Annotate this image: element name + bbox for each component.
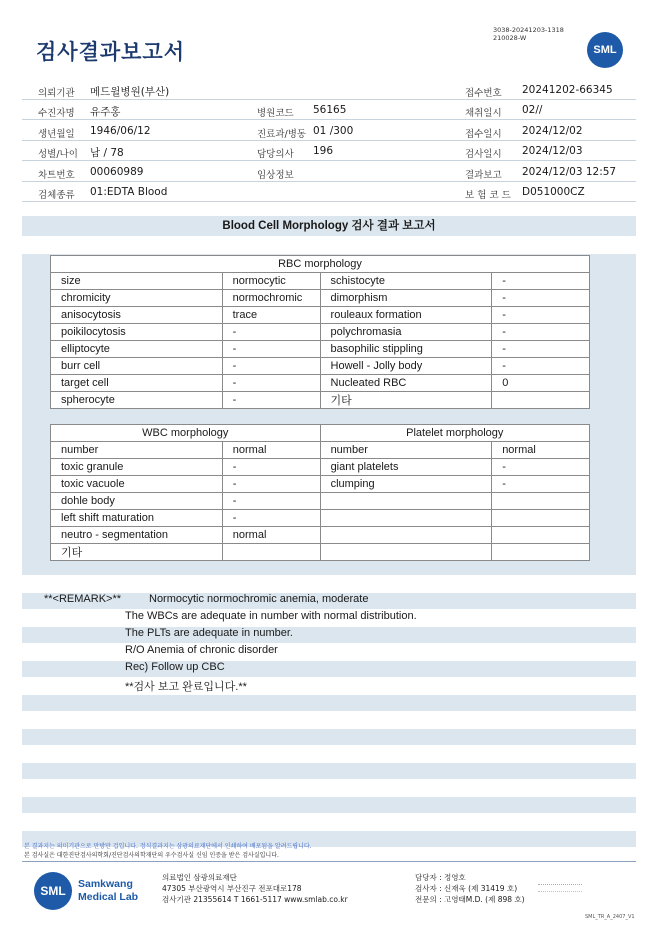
table-row [51,476,590,493]
table-cell: normal [222,442,320,459]
table-cell: rouleaux formation [320,307,492,324]
info-row [22,121,636,141]
remark-line: Normocytic normochromic anemia, moderate [149,593,369,605]
table-cell: dohle body [51,493,223,510]
table-row [51,324,590,341]
page-title: 검사결과보고서 [36,40,186,64]
info-label: 접수일시 [465,129,502,140]
info-value: 00060989 [90,166,144,178]
table-cell [492,527,590,544]
table-cell: burr cell [51,358,223,375]
table-cell [320,544,492,561]
table-row [51,392,590,409]
table-cell: schistocyte [320,273,492,290]
org-address: 47305 부산광역시 부산진구 전포대로178 [162,884,302,893]
info-value: 2024/12/03 [522,145,583,157]
sml-logo-icon: SML [587,32,623,68]
remark-line: The WBCs are adequate in number with normal distribution. [125,610,417,622]
table-cell: normal [492,442,590,459]
info-label: 성별/나이 [38,149,78,160]
table-cell: - [222,493,320,510]
table-cell: elliptocyte [51,341,223,358]
table-cell: anisocytosis [51,307,223,324]
table-cell: - [492,476,590,493]
table-row [51,442,590,459]
table-cell: neutro - segmentation [51,527,223,544]
footer-divider [22,861,636,862]
table-row [51,544,590,561]
info-value: 01 /300 [313,125,354,137]
info-label: 의뢰기관 [38,88,75,99]
remark-line: R/O Anemia of chronic disorder [125,644,278,656]
info-value: 02// [522,104,543,116]
info-row [22,100,636,120]
org-name: 의료법인 삼광의료재단 [162,873,237,882]
table-cell: - [222,459,320,476]
table-row [51,290,590,307]
table-cell: polychromasia [320,324,492,341]
info-row [22,80,636,100]
table-cell: poikilocytosis [51,324,223,341]
staff-specialist: 전문의 : 고영태M.D. (제 898 호) [415,895,525,904]
staff-examiner: 검사자 : 신재욱 (제 31419 호) [415,884,518,893]
sml-logo-icon: SML [34,872,72,910]
table-cell [492,493,590,510]
info-row [22,141,636,161]
table-cell [492,544,590,561]
table-cell: - [222,358,320,375]
info-label: 진료과/병동 [257,129,307,140]
table-cell: toxic vacuole [51,476,223,493]
info-label: 보 험 코 드 [465,190,511,201]
document-id-line2: 210028-W [493,34,527,42]
info-row [22,162,636,182]
table-cell [492,392,590,409]
stripe [22,661,636,677]
info-label: 검사일시 [465,149,502,160]
footer-note-2: 본 검사실은 대한진단검사의학회/진단검사의학재단의 우수검사실 신임 인증을 받은 검사실입니다. [24,852,279,859]
table-cell [492,510,590,527]
table-cell: - [222,324,320,341]
stripe [22,559,636,575]
info-label: 채취일시 [465,108,502,119]
table-cell: Nucleated RBC [320,375,492,392]
stripe [22,729,636,745]
table-cell: number [51,442,223,459]
info-label: 담당의사 [257,149,294,160]
table-row [51,510,590,527]
table-cell: chromicity [51,290,223,307]
samkwang-logo [34,873,138,909]
table-cell: Howell - Jolly body [320,358,492,375]
table-cell: normochromic [222,290,320,307]
rbc-header: RBC morphology [51,256,590,273]
remark-line: Rec) Follow up CBC [125,661,225,673]
table-row [51,358,590,375]
info-value: 남 / 78 [90,147,124,159]
table-cell: - [492,459,590,476]
staff-info [415,872,525,905]
info-value: 1946/06/12 [90,125,151,137]
table-row [51,375,590,392]
staff-manager: 담당자 : 정영호 [415,873,466,882]
table-cell: clumping [320,476,492,493]
table-cell: 기타 [320,392,492,409]
table-cell: - [222,392,320,409]
document-id [493,26,564,42]
remark-line: **검사 보고 완료입니다.** [125,681,247,693]
table-cell: basophilic stippling [320,341,492,358]
report-title: Blood Cell Morphology 검사 결과 보고서 [22,216,636,236]
info-row [22,182,636,202]
table-cell: - [492,324,590,341]
table-row [51,459,590,476]
table-cell: - [222,341,320,358]
table-cell: dimorphism [320,290,492,307]
stripe [22,695,636,711]
info-value: 01:EDTA Blood [90,186,168,198]
table-cell [320,493,492,510]
table-cell: normal [222,527,320,544]
remark-label: **<REMARK>** [44,593,122,605]
table-cell: 기타 [51,544,223,561]
info-label: 검체종류 [38,190,75,201]
rbc-morphology-table [50,255,590,409]
document-id-line1: 3038-20241203-1318 [493,26,564,34]
info-label: 수진자명 [38,108,75,119]
table-cell: normocytic [222,273,320,290]
table-cell: - [492,273,590,290]
table-cell: size [51,273,223,290]
table-row [51,493,590,510]
table-row [51,273,590,290]
table-cell [222,544,320,561]
platelet-header: Platelet morphology [320,425,589,442]
info-value: 메드윌병원(부산) [90,86,170,98]
info-label: 접수번호 [465,88,502,99]
logo-line-1: Samkwang [78,878,133,890]
table-cell: - [222,476,320,493]
info-value: D051000CZ [522,186,585,198]
info-label: 결과보고 [465,170,502,181]
table-cell [320,510,492,527]
table-cell [320,527,492,544]
table-cell: - [492,341,590,358]
table-cell: - [492,307,590,324]
table-row [51,307,590,324]
table-cell: trace [222,307,320,324]
table-cell: target cell [51,375,223,392]
wbc-header: WBC morphology [51,425,321,442]
table-cell: - [222,510,320,527]
info-value: 2024/12/02 [522,125,583,137]
info-label: 차트번호 [38,170,75,181]
table-cell: number [320,442,492,459]
info-value: 56165 [313,104,347,116]
footer-note-1: 본 결과지는 의미기관으로 만방만 겁입니다. 정식결과지는 삼광의료재단에서 인쇄하여 배포됨을 알려드립니다. [24,843,312,850]
table-cell: 0 [492,375,590,392]
table-cell: - [492,290,590,307]
remark-line: The PLTs are adequate in number. [125,627,293,639]
signature-mark [538,884,582,892]
info-value: 2024/12/03 12:57 [522,166,617,178]
logo-line-2: Medical Lab [78,891,139,903]
form-version: SML_TR_A_2407_V1 [585,914,635,920]
stripe [22,797,636,813]
table-row [51,341,590,358]
table-cell: toxic granule [51,459,223,476]
info-value: 유주홍 [90,106,121,118]
wbc-platelet-table [50,424,590,561]
stripe [22,763,636,779]
table-row [51,527,590,544]
table-cell: spherocyte [51,392,223,409]
info-label: 임상정보 [257,170,294,181]
info-label: 병원코드 [257,108,294,119]
table-cell: giant platelets [320,459,492,476]
info-value: 20241202-66345 [522,84,613,96]
organization-info [162,872,348,905]
table-cell: - [492,358,590,375]
table-cell: left shift maturation [51,510,223,527]
org-contact: 검사기관 21355614 T 1661-5117 www.smlab.co.kr [162,895,348,904]
table-cell: - [222,375,320,392]
stripe [22,627,636,643]
info-value: 196 [313,145,334,157]
info-label: 생년월일 [38,129,75,140]
